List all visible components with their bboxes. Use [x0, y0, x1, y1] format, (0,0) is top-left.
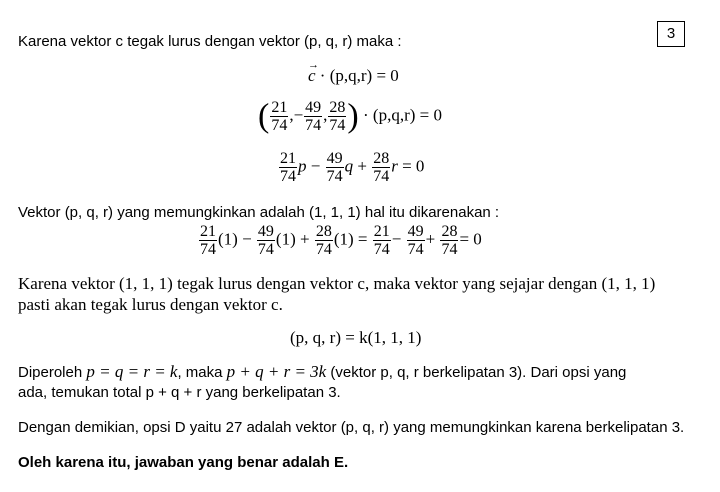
equation-check: $\frac{21}{74}$ (1) − $\frac{49}{74}$ (1) + $\frac{28}{74}$ (1) = $\frac{21}{74}$ − $\frac{49}{74}$ + $\frac{28}{74}$ = 0	[200, 223, 482, 258]
demikian-text: Dengan demikian, opsi D yaitu 27 adalah vektor (p, q, r) yang memungkinkan karena berkelipatan 3.	[18, 419, 685, 436]
vector-c: → c	[308, 66, 316, 86]
equation-parallel: (p, q, r) = k(1, 1, 1)	[290, 328, 422, 347]
karena-line-1: Karena vektor (1, 1, 1) tegak lurus dengan vektor c, maka vektor yang sejajar dengan (1, 1, 1)	[18, 274, 656, 293]
diperoleh-line-2: ada, temukan total p + q + r yang berkelipatan 3.	[18, 384, 341, 401]
equation-dot-product	[308, 66, 399, 86]
fraction: $\frac{49}{74}$	[305, 99, 322, 134]
equation-vector-c-dot: ( $\frac{21}{74}$ ,− $\frac{49}{74}$ , $\frac{28}{74}$ ) · (p,q,r) = 0	[258, 97, 442, 135]
karena-line-2: pasti akan tegak lurus dengan vektor c.	[18, 295, 283, 314]
page-number-badge: 3	[657, 21, 685, 47]
intro-text: Karena vektor c tegak lurus dengan vektor (p, q, r) maka :	[18, 33, 402, 50]
equation-linear: $\frac{21}{74}$ p − $\frac{49}{74}$ q + $\frac{28}{74}$ r = 0	[280, 150, 425, 185]
vektor-text: Vektor (p, q, r) yang memungkinkan adalah (1, 1, 1) hal itu dikarenakan :	[18, 204, 500, 221]
fraction: $\frac{28}{74}$	[329, 99, 346, 134]
conclusion-text: Oleh karena itu, jawaban yang benar adalah E.	[18, 454, 349, 471]
diperoleh-line-1: Diperoleh p = q = r = k, maka p + q + r = 3k (vektor p, q, r berkelipatan 3). Dari opsi yang	[18, 362, 627, 381]
equation-dot-expr: · (p,q,r) = 0	[319, 66, 399, 85]
fraction: $\frac{21}{74}$	[271, 99, 288, 134]
